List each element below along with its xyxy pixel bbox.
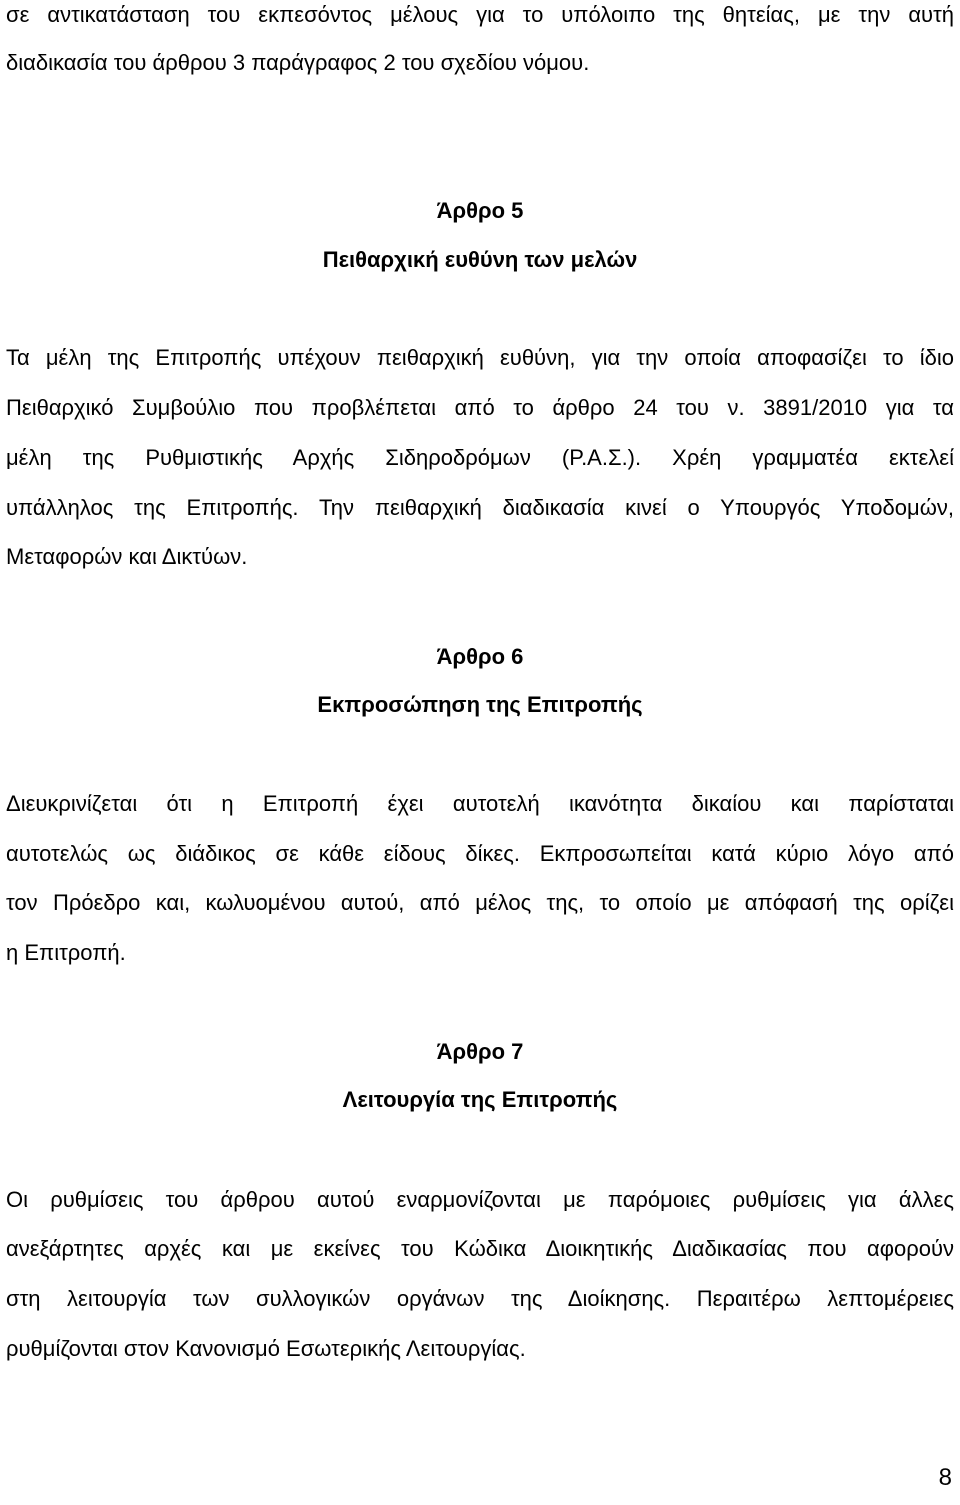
article-6-line-2: αυτοτελώς ως διάδικος σε κάθε είδους δίκες. Εκπροσωπείται κατά κύριο λόγο από	[6, 841, 954, 866]
intro-line-1: σε αντικατάσταση του εκπεσόντος μέλους για το υπόλοιπο της θητείας, με την αυτή	[6, 2, 954, 27]
article-6-line-1: Διευκρινίζεται ότι η Επιτροπή έχει αυτοτελή ικανότητα δικαίου και παρίσταται	[6, 791, 954, 816]
article-6-number: Άρθρο 6	[436, 644, 524, 669]
intro-line-2: διαδικασία του άρθρου 3 παράγραφος 2 του σχεδίου νόμου.	[6, 50, 590, 75]
article-6-line-3: τον Πρόεδρο και, κωλυομένου αυτού, από μέλος της, το οποίο με απόφασή της ορίζει	[6, 890, 954, 915]
article-7-line-4: ρυθμίζονται στον Κανονισμό Εσωτερικής Λειτουργίας.	[6, 1336, 526, 1361]
article-5-line-1: Τα μέλη της Επιτροπής υπέχουν πειθαρχική ευθύνη, για την οποία αποφασίζει το ίδιο	[6, 345, 954, 370]
article-7-number: Άρθρο 7	[436, 1039, 524, 1064]
article-7-line-2: ανεξάρτητες αρχές και με εκείνες του Κώδικα Διοικητικής Διαδικασίας που αφορούν	[6, 1236, 954, 1261]
article-5-line-4: υπάλληλος της Επιτροπής. Την πειθαρχική διαδικασία κινεί ο Υπουργός Υποδομών,	[6, 495, 954, 520]
page-number: 8	[938, 1464, 952, 1491]
article-5-line-5: Μεταφορών και Δικτύων.	[6, 544, 248, 569]
article-5-number: Άρθρο 5	[436, 198, 524, 223]
article-7-line-1: Οι ρυθμίσεις του άρθρου αυτού εναρμονίζονται με παρόμοιες ρυθμίσεις για άλλες	[6, 1187, 954, 1212]
article-5-line-2: Πειθαρχικό Συμβούλιο που προβλέπεται από το άρθρο 24 του ν. 3891/2010 για τα	[6, 395, 954, 420]
article-5-title: Πειθαρχική ευθύνη των μελών	[322, 247, 638, 272]
article-6-line-4: η Επιτροπή.	[6, 940, 126, 965]
article-7-line-3: στη λειτουργία των συλλογικών οργάνων της Διοίκησης. Περαιτέρω λεπτομέρειες	[6, 1286, 954, 1311]
article-7-title: Λειτουργία της Επιτροπής	[342, 1087, 618, 1112]
article-5-line-3: μέλη της Ρυθμιστικής Αρχής Σιδηροδρόμων (Ρ.Α.Σ.). Χρέη γραμματέα εκτελεί	[6, 445, 954, 470]
article-6-title: Εκπροσώπηση της Επιτροπής	[317, 692, 643, 717]
